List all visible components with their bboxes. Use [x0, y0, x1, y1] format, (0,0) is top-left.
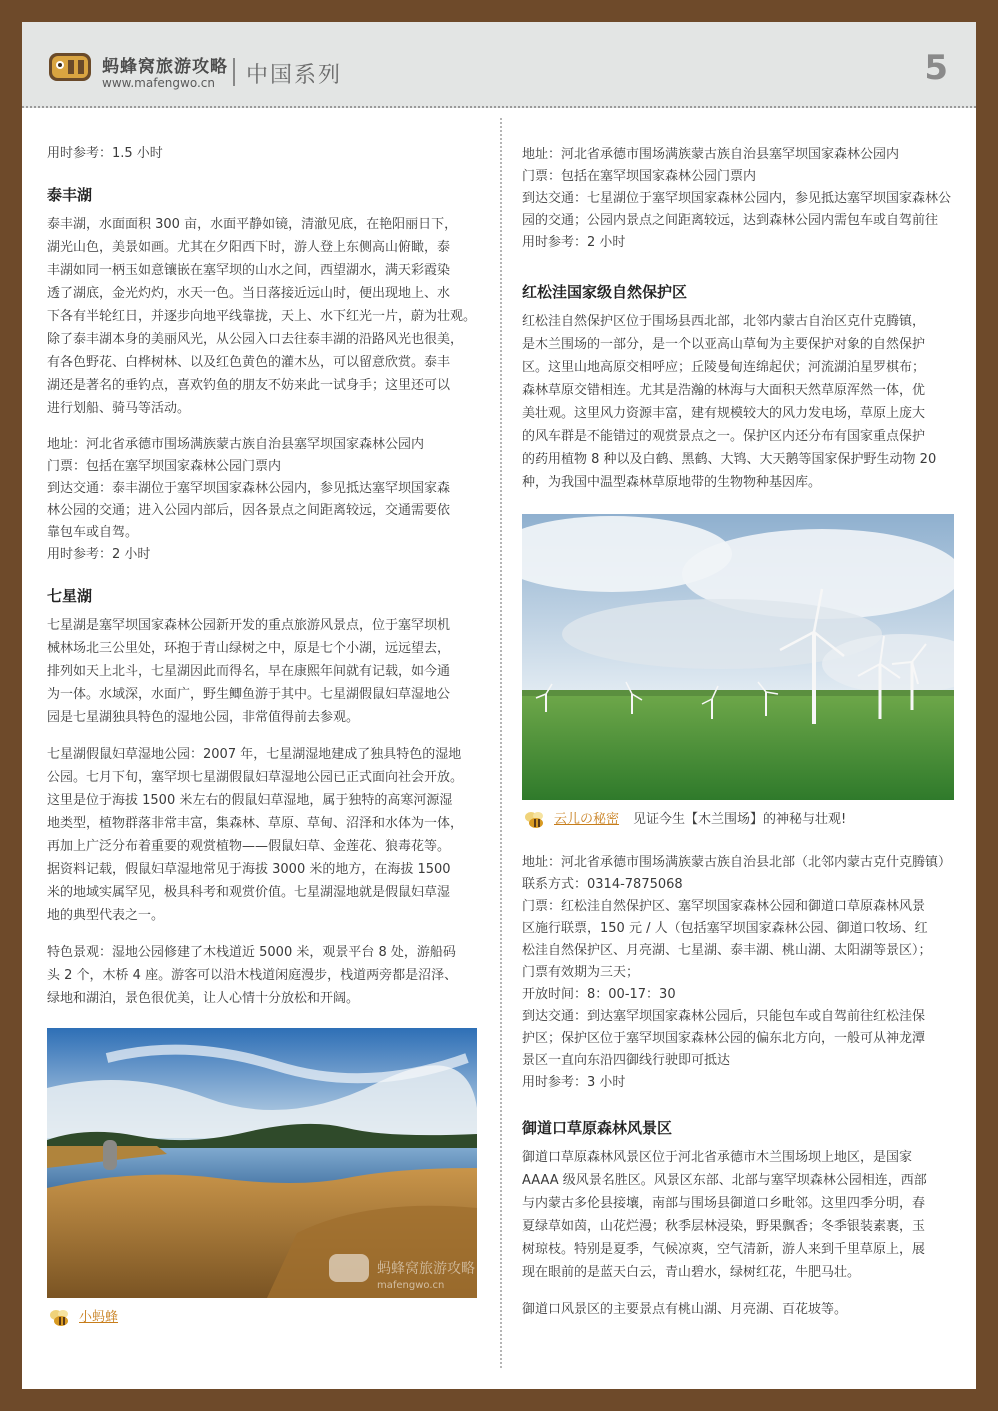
paragraph-line: 种，为我国中温型森林草原地带的生物物种基因库。 — [522, 475, 822, 490]
paragraph-line: 泰丰湖，水面面积 300 亩，水面平静如镜，清澈见底，在艳阳丽日下， — [47, 217, 458, 232]
paragraph-line: 园是七星湖独具特色的湿地公园，非常值得前去参观。 — [47, 710, 360, 725]
paragraph-line: 进行划船、骑马等活动。 — [47, 401, 191, 416]
info-ticket: 门票：包括在塞罕坝国家森林公园门票内 — [522, 169, 757, 184]
paragraph-line: 这里是位于海拔 1500 米左右的假鼠妇草湿地，属于独特的高寒河源湿 — [47, 793, 453, 808]
mafengwo-logo-icon — [48, 52, 92, 82]
hongsongwa-info — [522, 852, 954, 1094]
series-title: 中国系列 — [246, 63, 343, 88]
paragraph-line: 七星湖假鼠妇草湿地公园：2007 年，七星湖湿地建成了独具特色的湿地 — [47, 747, 462, 762]
info-transport: 景区一直向东沿四御线行驶即可抵达 — [522, 1053, 731, 1068]
paragraph-line: 七星湖是塞罕坝国家森林公园新开发的重点旅游风景点，位于塞罕坝机 — [47, 618, 451, 633]
paragraph-line: 据资料记载，假鼠妇草湿地常见于海拔 3000 米的地方，在海拔 1500 — [47, 862, 451, 877]
paragraph-line: 头 2 个，木桥 4 座。游客可以沿木栈道闲庭漫步，栈道两旁都是沼泽、 — [47, 968, 458, 983]
info-transport: 到达交通：泰丰湖位于塞罕坝国家森林公园内，参见抵达塞罕坝国家森 — [47, 481, 451, 496]
info-time: 用时参考：2 小时 — [47, 547, 151, 562]
header-separator — [233, 58, 235, 86]
page — [22, 22, 976, 1389]
info-address: 地址：河北省承德市围场满族蒙古族自治县北部（北邻内蒙古克什克腾镇） — [522, 855, 952, 870]
qixing-wetland-park — [47, 743, 479, 927]
photo-watermark-url: mafengwo.cn — [377, 1280, 445, 1291]
paragraph-line: 森林草原交错相连。尤其是浩瀚的林海与大面积天然草原浑然一体，优 — [522, 383, 926, 398]
photo-watermark: 蚂蜂窝旅游攻略 — [377, 1261, 475, 1277]
yudaokou-description — [522, 1146, 954, 1284]
paragraph-line: AAAA 级风景名胜区。风景区东部、北部与塞罕坝森林公园相连，西部 — [522, 1173, 927, 1188]
info-ticket: 区施行联票，150 元 / 人（包括塞罕坝国家森林公园、御道口牧场、红 — [522, 921, 928, 936]
time-reference: 用时参考：1.5 小时 — [47, 146, 163, 161]
paragraph-line: 丰湖如同一柄玉如意镶嵌在塞罕坝的山水之间，西望湖水，满天彩霞染 — [47, 263, 451, 278]
paragraph-line: 绿地和湖泊，景色很优美，让人心情十分放松和开阔。 — [47, 991, 360, 1006]
paragraph-line: 除了泰丰湖本身的美丽风光，从公园入口去往泰丰湖的沿路风光也很美， — [47, 332, 464, 347]
paragraph-line: 湖光山色，美景如画。尤其在夕阳西下时，游人登上东侧高山俯瞰，泰 — [47, 240, 451, 255]
brand-url: www.mafengwo.cn — [102, 76, 215, 90]
paragraph-line: 美壮观。这里风力资源丰富，建有规模较大的风力发电场，草原上庞大 — [522, 406, 926, 421]
info-ticket: 门票：包括在塞罕坝国家森林公园门票内 — [47, 459, 282, 474]
lake-photo — [47, 1028, 477, 1298]
paragraph-line: 区。这里山地高原交相呼应；丘陵曼甸连绵起伏；河流湖泊星罗棋布； — [522, 360, 926, 375]
info-time: 用时参考：2 小时 — [522, 235, 626, 250]
paragraph-line: 地类型，植物群落非常丰富，集森林、草原、草甸、沼泽和水体为一体， — [47, 816, 464, 831]
paragraph-line: 特色景观：湿地公园修建了木栈道近 5000 米，观景平台 8 处，游船码 — [47, 945, 456, 960]
right-column — [522, 144, 954, 1321]
paragraph-line: 树琼枝。特别是夏季，气候凉爽，空气清新，游人来到千里草原上，展 — [522, 1242, 926, 1257]
section-title-qixing-lake: 七星湖 — [47, 587, 93, 605]
info-transport: 护区；保护区位于塞罕坝国家森林公园的偏东北方向，一般可从神龙潭 — [522, 1031, 926, 1046]
page-header — [22, 22, 976, 108]
yudaokou-attractions: 御道口风景区的主要景点有桃山湖、月亮湖、百花坡等。 — [522, 1302, 848, 1317]
info-transport: 到达交通：七星湖位于塞罕坝国家森林公园内，参见抵达塞罕坝国家森林公 — [522, 191, 952, 206]
brand-name: 蚂蜂窝旅游攻略 — [102, 57, 228, 77]
qixing-features — [47, 941, 479, 1010]
info-address: 地址：河北省承德市围场满族蒙古族自治县塞罕坝国家森林公园内 — [522, 147, 900, 162]
paragraph-line: 红松洼自然保护区位于围场县西北部，北邻内蒙古自治区克什克腾镇， — [522, 314, 926, 329]
info-hours: 开放时间：8：00-17：30 — [522, 987, 676, 1002]
paragraph-line: 排列如天上北斗，七星湖因此而得名，早在康熙年间就有记载，如今通 — [47, 664, 451, 679]
wind-farm-photo — [522, 514, 954, 800]
info-phone: 联系方式：0314-7875068 — [522, 877, 683, 892]
paragraph-line: 米的地域实属罕见，极具科考和观赏价值。七星湖湿地就是假鼠妇草湿 — [47, 885, 451, 900]
qixing-info — [522, 144, 954, 254]
paragraph-line: 与内蒙古多伦县接壤，南部与围场县御道口乡毗邻。这里四季分明，春 — [522, 1196, 926, 1211]
info-ticket: 松洼自然保护区、月亮湖、七星湖、泰丰湖、桃山湖、太阳湖等景区）； — [522, 943, 932, 958]
section-title-yudaokou: 御道口草原森林风景区 — [522, 1119, 673, 1137]
page-number: 5 — [924, 48, 948, 88]
left-column — [47, 142, 479, 1328]
info-transport: 到达交通：到达塞罕坝国家森林公园后，只能包车或自驾前往红松洼保 — [522, 1009, 926, 1024]
paragraph-line: 湖还是著名的垂钓点，喜欢钓鱼的朋友不妨来此一试身手；这里还可以 — [47, 378, 451, 393]
taifeng-info — [47, 434, 479, 566]
taifeng-description — [47, 213, 479, 420]
paragraph-line: 透了湖底，金光灼灼，水天一色。当日落接近远山时，便出现地上、水 — [47, 286, 451, 301]
caption-note: 见证今生【木兰围场】的神秘与壮观! — [633, 812, 847, 827]
paragraph-line: 是木兰围场的一部分，是一个以亚高山草甸为主要保护对象的自然保护 — [522, 337, 926, 352]
column-divider — [500, 118, 502, 1368]
paragraph-line: 为一体。水域深，水面广，野生鲫鱼游于其中。七星湖假鼠妇草湿地公 — [47, 687, 451, 702]
paragraph-line: 的药用植物 8 种以及白鹤、黑鹤、大鸨、大天鹅等国家保护野生动物 20 — [522, 452, 937, 467]
paragraph-line: 再加上广泛分布着重要的观赏植物——假鼠妇草、金莲花、狼毒花等。 — [47, 839, 451, 854]
paragraph-line: 夏绿草如茵，山花烂漫；秋季层林浸染，野果飘香；冬季银装素裹，玉 — [522, 1219, 926, 1234]
paragraph-line: 的风车群是不能错过的观赏景点之一。保护区内还分布有国家重点保护 — [522, 429, 926, 444]
caption-author-link[interactable]: 云儿の秘密 — [554, 812, 620, 827]
photo-caption — [47, 1308, 479, 1328]
section-title-taifeng-lake: 泰丰湖 — [47, 186, 93, 204]
paragraph-line: 公园。七月下旬，塞罕坝七星湖假鼠妇草湿地公园已正式面向社会开放。 — [47, 770, 464, 785]
bee-icon — [47, 1308, 73, 1328]
hongsongwa-description — [522, 310, 954, 494]
paragraph-line: 有各色野花、白桦树林、以及红色黄色的灌木丛，可以留意欣赏。泰丰 — [47, 355, 451, 370]
info-address: 地址：河北省承德市围场满族蒙古族自治县塞罕坝国家森林公园内 — [47, 437, 425, 452]
info-transport: 园的交通；公园内景点之间距离较远，达到森林公园内需包车或自驾前往 — [522, 213, 939, 228]
bee-icon — [522, 810, 548, 830]
section-title-hongsongwa: 红松洼国家级自然保护区 — [522, 283, 688, 301]
info-ticket: 门票：红松洼自然保护区、塞罕坝国家森林公园和御道口草原森林风景 — [522, 899, 926, 914]
info-ticket: 门票有效期为三天； — [522, 965, 640, 980]
paragraph-line: 械林场北三公里处，环抱于青山绿树之中，原是七个小湖，远远望去， — [47, 641, 451, 656]
info-transport: 林公园的交通；进入公园内部后，因各景点之间距离较远，交通需要依 — [47, 503, 451, 518]
info-transport: 靠包车或自驾。 — [47, 525, 139, 540]
paragraph-line: 御道口草原森林风景区位于河北省承德市木兰围场坝上地区，是国家 — [522, 1150, 913, 1165]
paragraph-line: 现在眼前的是蓝天白云，青山碧水，绿树红花，牛肥马壮。 — [522, 1265, 861, 1280]
paragraph-line: 下各有半轮红日，并逐步向地平线靠拢，天上、水下红光一片，蔚为壮观。 — [47, 309, 477, 324]
photo-caption — [522, 810, 954, 830]
caption-author-link[interactable]: 小蚂蜂 — [79, 1310, 119, 1325]
paragraph-line: 地的典型代表之一。 — [47, 908, 165, 923]
info-time: 用时参考：3 小时 — [522, 1075, 626, 1090]
qixing-description — [47, 614, 479, 729]
